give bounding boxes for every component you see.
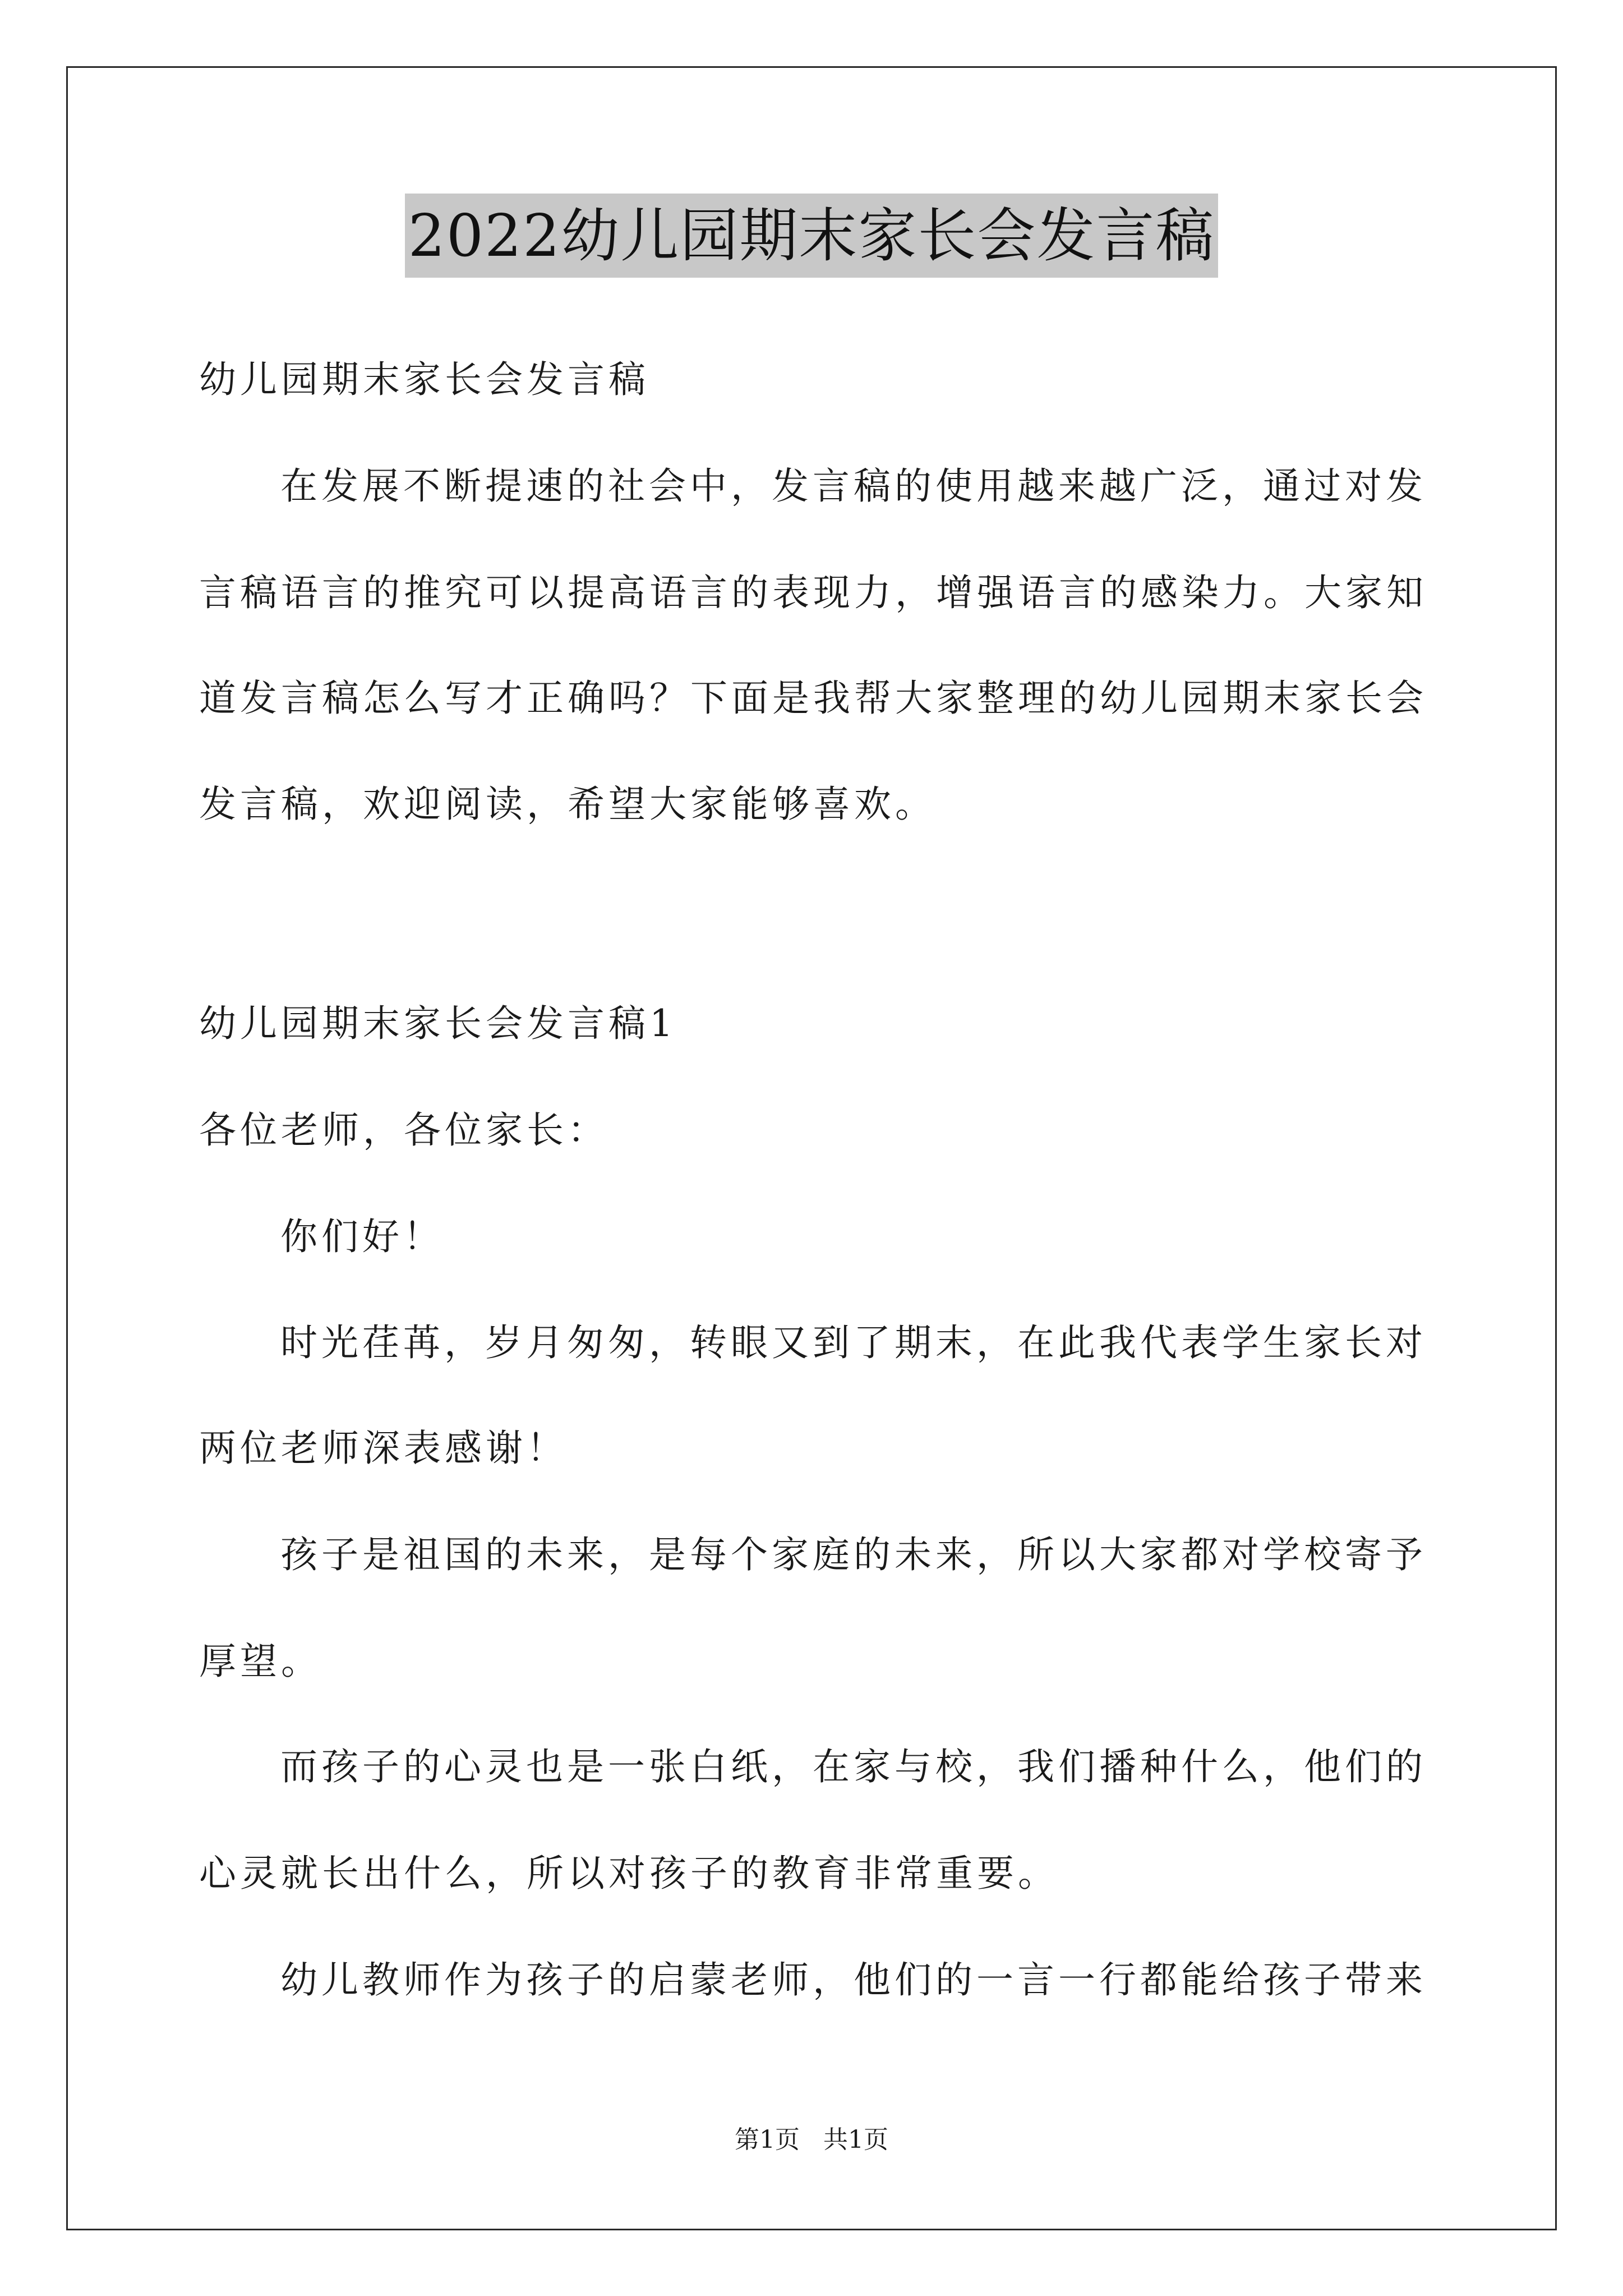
section-heading: 幼儿园期末家长会发言稿1 <box>199 1002 677 1045</box>
paragraph-line: 厚望。 <box>199 1640 322 1683</box>
paragraph-line: 而孩子的心灵也是一张白纸，在家与校，我们播种什么，他们的 <box>280 1745 1427 1788</box>
paragraph-line: 幼儿教师作为孩子的启蒙老师，他们的一言一行都能给孩子带来 <box>280 1958 1427 2001</box>
paragraph-line: 心灵就长出什么，所以对孩子的教育非常重要。 <box>199 1852 1059 1895</box>
paragraph-line: 在发展不断提速的社会中，发言稿的使用越来越广泛，通过对发 <box>280 464 1427 508</box>
paragraph-line: 两位老师深表感谢！ <box>199 1427 568 1470</box>
document-title: 2022幼儿园期末家长会发言稿 <box>405 194 1219 278</box>
page-footer: 第1页 共1页 <box>735 2125 888 2154</box>
paragraph-line: 发言稿，欢迎阅读，希望大家能够喜欢。 <box>199 783 936 826</box>
salutation-line: 各位老师，各位家长： <box>199 1108 608 1152</box>
title-container <box>0 194 1623 278</box>
paragraph-line: 道发言稿怎么写才正确吗？下面是我帮大家整理的幼儿园期末家长会 <box>199 677 1427 720</box>
paragraph-line: 言稿语言的推究可以提高语言的表现力，增强语言的感染力。大家知 <box>199 571 1427 614</box>
greeting-line: 你们好！ <box>280 1215 444 1258</box>
subtitle-line: 幼儿园期末家长会发言稿 <box>199 358 649 401</box>
paragraph-line: 时光荏苒，岁月匆匆，转眼又到了期末，在此我代表学生家长对 <box>280 1321 1427 1364</box>
paragraph-line: 孩子是祖国的未来，是每个家庭的未来，所以大家都对学校寄予 <box>280 1533 1427 1576</box>
